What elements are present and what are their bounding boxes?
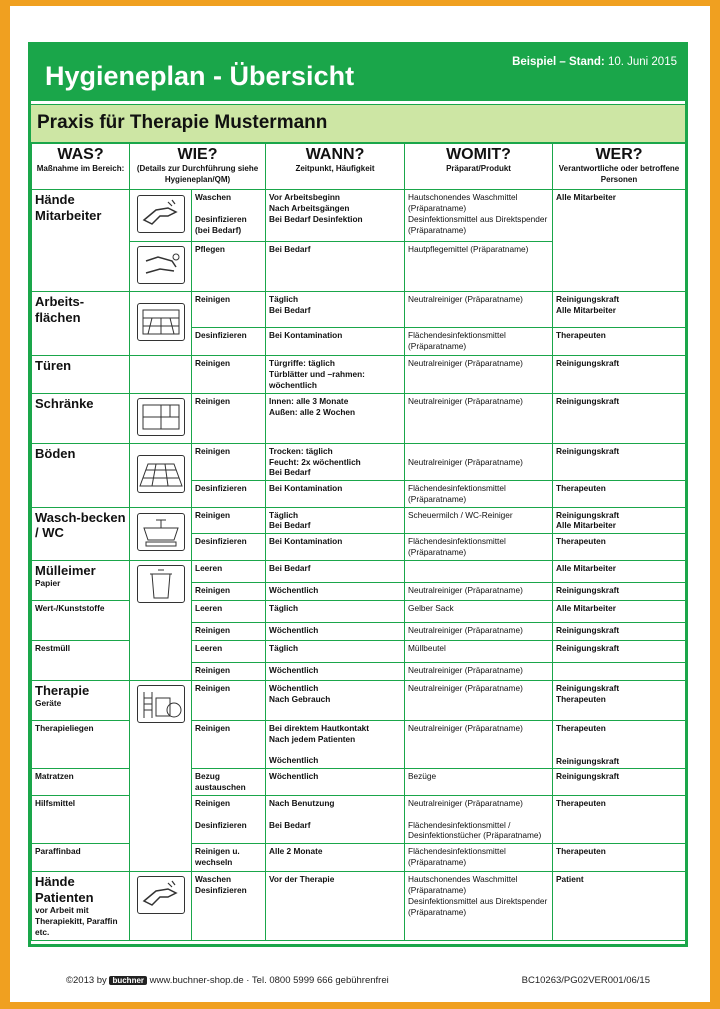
table-row: Paraffinbad Reinigen u. wechseln Alle 2 Monate Flächendesinfektionsmittel (Präparatname) Therapeuten	[32, 844, 686, 872]
hygiene-table	[31, 143, 686, 941]
table-row: Schränke Reinigen Innen: alle 3 Monate Außen: alle 2 Wochen Neutralreiniger (Präparatname) Reinigungskraft	[32, 393, 686, 443]
page-title: Hygieneplan - Übersicht	[45, 61, 355, 91]
table-row: Desinfizieren Bei Kontamination Flächendesinfektionsmittel (Präparatname) Therapeuten	[32, 327, 686, 355]
table-row: Wert-/Kunststoffe Leeren Täglich Gelber Sack Alle Mitarbeiter	[32, 600, 686, 622]
table-row: Hände Patienten vor Arbeit mit Therapiekitt, Paraffin etc. Waschen Desinfizieren Vor der Therapie Hautschonendes Waschmittel (Präparatname) Desinfektionsmittel aus Direktspender (Präparatname) Patient	[32, 872, 686, 941]
stand-label: Beispiel – Stand:	[512, 56, 605, 68]
table-row: Desinfizieren Bei Kontamination Flächendesinfektionsmittel (Präparatname) Therapeuten	[32, 534, 686, 561]
sink-icon	[137, 513, 185, 551]
col-womit: WOMIT? Präparat/Produkt	[405, 144, 553, 190]
col-wie: WIE? (Details zur Durchführung siehe Hygieneplan/QM)	[130, 144, 266, 190]
stand-date	[512, 56, 677, 68]
table-row: Therapieliegen Reinigen Bei direktem Hautkontakt Nach jedem Patienten Wöchentlich Neutralreiniger (Präparatname) Therapeuten Reinigungskraft	[32, 720, 686, 769]
table-row: Reinigen Wöchentlich Neutralreiniger (Präparatname) Reinigungskraft	[32, 582, 686, 600]
table-header-row	[32, 144, 686, 190]
col-wann: WANN? Zeitpunkt, Häufigkeit	[266, 144, 405, 190]
table-row: Böden Reinigen Trocken: täglich Feucht: 2x wöchentlich Bei Bedarf Neutralreiniger (Präparatname) Reinigungskraft	[32, 443, 686, 480]
therapy-equipment-icon	[137, 685, 185, 723]
table-row: Reinigen Wöchentlich Neutralreiniger (Präparatname) Reinigungskraft	[32, 622, 686, 640]
kitchen-counter-icon	[137, 303, 185, 341]
table-row: Pflegen Bei Bedarf Hautpflegemittel (Präparatname)	[32, 242, 686, 292]
patient-hand-wash-icon	[137, 876, 185, 914]
praxis-bar	[31, 104, 685, 143]
table-row: Hände Mitarbeiter Waschen Desinfizieren (bei Bedarf) Vor Arbeitsbeginn Nach Arbeitsgängen Bei Bedarf Desinfektion Hautschonendes Waschmittel (Präparatname) Desinfektionsmittel aus Direktspender (Präparatname) Alle Mitarbeiter	[32, 190, 686, 242]
table-row: Desinfizieren Bei Kontamination Flächendesinfektionsmittel (Präparatname) Therapeuten	[32, 481, 686, 508]
floor-tiles-icon	[137, 455, 185, 493]
table-row: Therapie Geräte Reinigen Wöchentlich Nach Gebrauch Neutralreiniger (Präparatname) Reinigungskraft Therapeuten	[32, 680, 686, 720]
table-row: Restmüll Leeren Täglich Müllbeutel Reinigungskraft	[32, 640, 686, 662]
table-row: Reinigen Wöchentlich Neutralreiniger (Präparatname)	[32, 662, 686, 680]
col-wer: WER? Verantwortliche oder betroffene Personen	[553, 144, 686, 190]
cupboard-icon	[137, 398, 185, 436]
title-bar	[31, 45, 685, 101]
praxis-name: Praxis für Therapie Mustermann	[37, 112, 328, 133]
category-label: Hände Mitarbeiter	[35, 192, 102, 223]
table-row: Arbeits-flächen Reinigen Täglich Bei Bedarf Neutralreiniger (Präparatname) Reinigungskraft Alle Mitarbeiter	[32, 291, 686, 327]
table-row: Hilfsmittel Reinigen Desinfizieren Nach Benutzung Bei Bedarf Neutralreiniger (Präparatname) Flächendesinfektionsmittel / Desinfektionstücher (Präparatname) Therapeuten	[32, 795, 686, 843]
table-row: Türen Reinigen Türgriffe: täglich Türblätter und –rahmen: wöchentlich Neutralreiniger (Präparatname) Reinigungskraft	[32, 355, 686, 393]
table-row: Mülleimer Papier Leeren Bei Bedarf Alle Mitarbeiter	[32, 560, 686, 582]
document-code: BC10263/PG02VER001/06/15	[521, 975, 650, 986]
footer-contact[interactable]: www.buchner-shop.de · Tel. 0800 5999 666 gebührenfrei	[149, 975, 389, 986]
table-row: Matratzen Bezug austauschen Wöchentlich Bezüge Reinigungskraft	[32, 769, 686, 796]
footer-left: ©2013 by buchner www.buchner-shop.de · Tel. 0800 5999 666 gebührenfrei	[66, 975, 389, 986]
hand-cream-icon	[137, 246, 185, 284]
trash-bin-icon	[137, 565, 185, 603]
hand-wash-icon	[137, 195, 185, 233]
hygiene-plan-frame	[28, 42, 688, 947]
table-row: Wasch-becken / WC Reinigen Täglich Bei Bedarf Scheuermilch / WC-Reiniger Reinigungskraft Alle Mitarbeiter	[32, 507, 686, 534]
document-sheet	[10, 6, 710, 1002]
stand-value: 10. Juni 2015	[607, 56, 677, 68]
col-was: WAS? Maßnahme im Bereich:	[32, 144, 130, 190]
brand-logo: buchner	[109, 976, 147, 985]
